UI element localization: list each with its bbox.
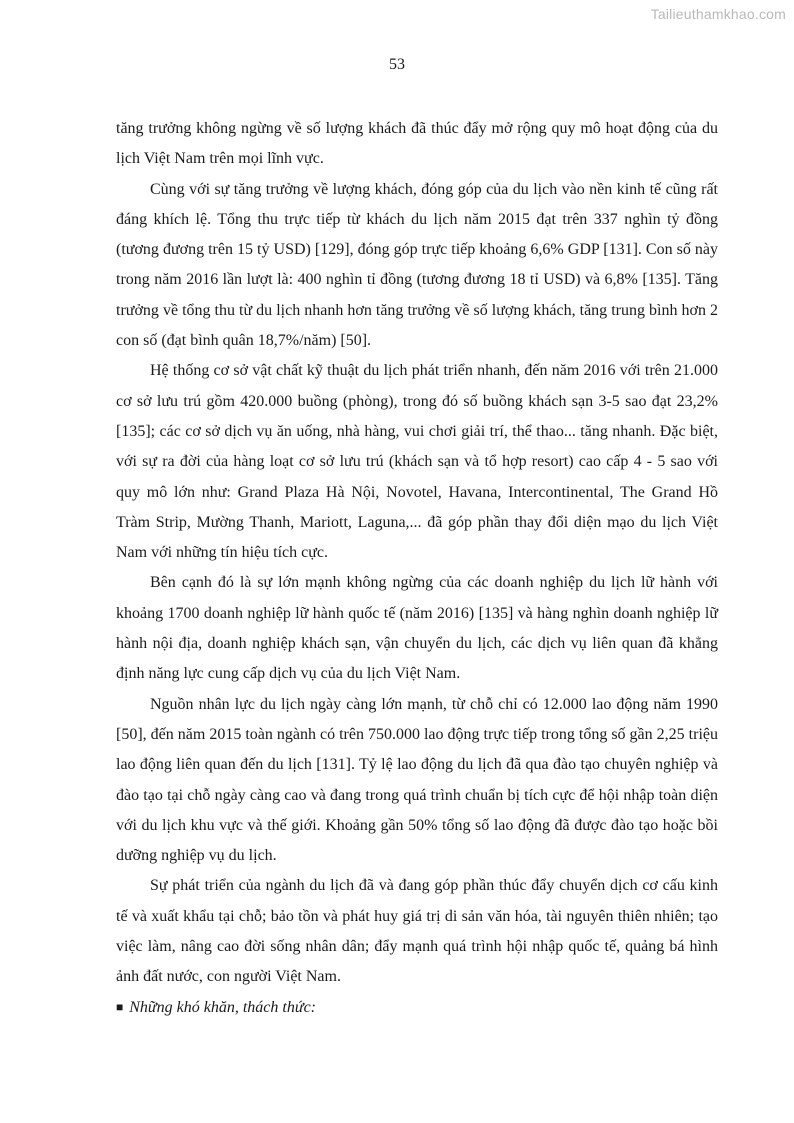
square-bullet-icon: ■ (116, 999, 124, 1014)
page-number: 53 (389, 56, 405, 73)
section-heading-text: Những khó khăn, thách thức: (129, 998, 316, 1016)
paragraph-tourism-revenue: Cùng với sự tăng trưởng về lượng khách, đóng góp của du lịch vào nền kinh tế cũng rất đáng khích lệ. Tổng thu trực tiếp từ khách du lịch năm 2015 đạt trên 337 nghìn tỷ đồng (tương đương trên 15 tỷ USD) [129], đóng góp trực tiếp khoảng 6,6% GDP [131]. Con số này trong năm 2016 lần lượt là: 400 nghìn tỉ đồng (tương đương 18 tỉ USD) và 6,8% [135]. Tăng trưởng về tổng thu từ du lịch nhanh hơn tăng trưởng về số lượng khách, tăng trung bình hơn 2 con số (đạt bình quân 18,7%/năm) [50]. (116, 180, 718, 350)
paragraph-economic-impact: Sự phát triển của ngành du lịch đã và đang góp phần thúc đẩy chuyển dịch cơ cấu kinh tế và xuất khẩu tại chỗ; bảo tồn và phát huy giá trị di sản văn hóa, tài nguyên thiên nhiên; tạo việc làm, nâng cao đời sống nhân dân; đẩy mạnh quá trình hội nhập quốc tế, quảng bá hình ảnh đất nước, con người Việt Nam. (116, 877, 718, 986)
section-heading (116, 993, 718, 1023)
paragraph-infrastructure: Hệ thống cơ sở vật chất kỹ thuật du lịch phát triển nhanh, đến năm 2016 với trên 21.000 cơ sở lưu trú gồm 420.000 buồng (phòng), trong đó số buồng khách sạn 3-5 sao đạt 23,2% [135]; các cơ sở dịch vụ ăn uống, nhà hàng, vui chơi giải trí, thể thao... tăng nhanh. Đặc biệt, với sự ra đời của hàng loạt cơ sở lưu trú (khách sạn và tổ hợp resort) cao cấp 4 - 5 sao với quy mô lớn như: Grand Plaza Hà Nội, Novotel, Havana, Intercontinental, The Grand Hồ Tràm Strip, Mường Thanh, Mariott, Laguna,... đã góp phần thay đổi diện mạo du lịch Việt Nam với những tín hiệu tích cực. (116, 362, 718, 562)
document-body (116, 114, 718, 1023)
paragraph-human-resources: Nguồn nhân lực du lịch ngày càng lớn mạnh, từ chỗ chỉ có 12.000 lao động năm 1990 [50], đến năm 2015 toàn ngành có trên 750.000 lao động trực tiếp trong tổng số gần 2,25 triệu lao động liên quan đến du lịch [131]. Tỷ lệ lao động du lịch đã qua đào tạo chuyên nghiệp và đào tạo tại chỗ ngày càng cao và đang trong quá trình chuẩn bị tích cực để hội nhập toàn diện với du lịch khu vực và thế giới. Khoảng gần 50% tổng số lao động đã được đào tạo hoặc bồi dưỡng nghiệp vụ du lịch. (116, 695, 718, 865)
paragraph-travel-enterprises: Bên cạnh đó là sự lớn mạnh không ngừng của các doanh nghiệp du lịch lữ hành với khoảng 1700 doanh nghiệp lữ hành quốc tế (năm 2016) [135] và hàng nghìn doanh nghiệp lữ hành nội địa, doanh nghiệp khách sạn, vận chuyển du lịch, các dịch vụ liên quan đã khẳng định năng lực cung cấp dịch vụ của du lịch Việt Nam. (116, 574, 718, 683)
watermark: Tailieuthamkhao.com (650, 6, 786, 22)
paragraph-continuation: tăng trưởng không ngừng về số lượng khách đã thúc đẩy mở rộng quy mô hoạt động của du lịch Việt Nam trên mọi lĩnh vực. (116, 120, 718, 168)
